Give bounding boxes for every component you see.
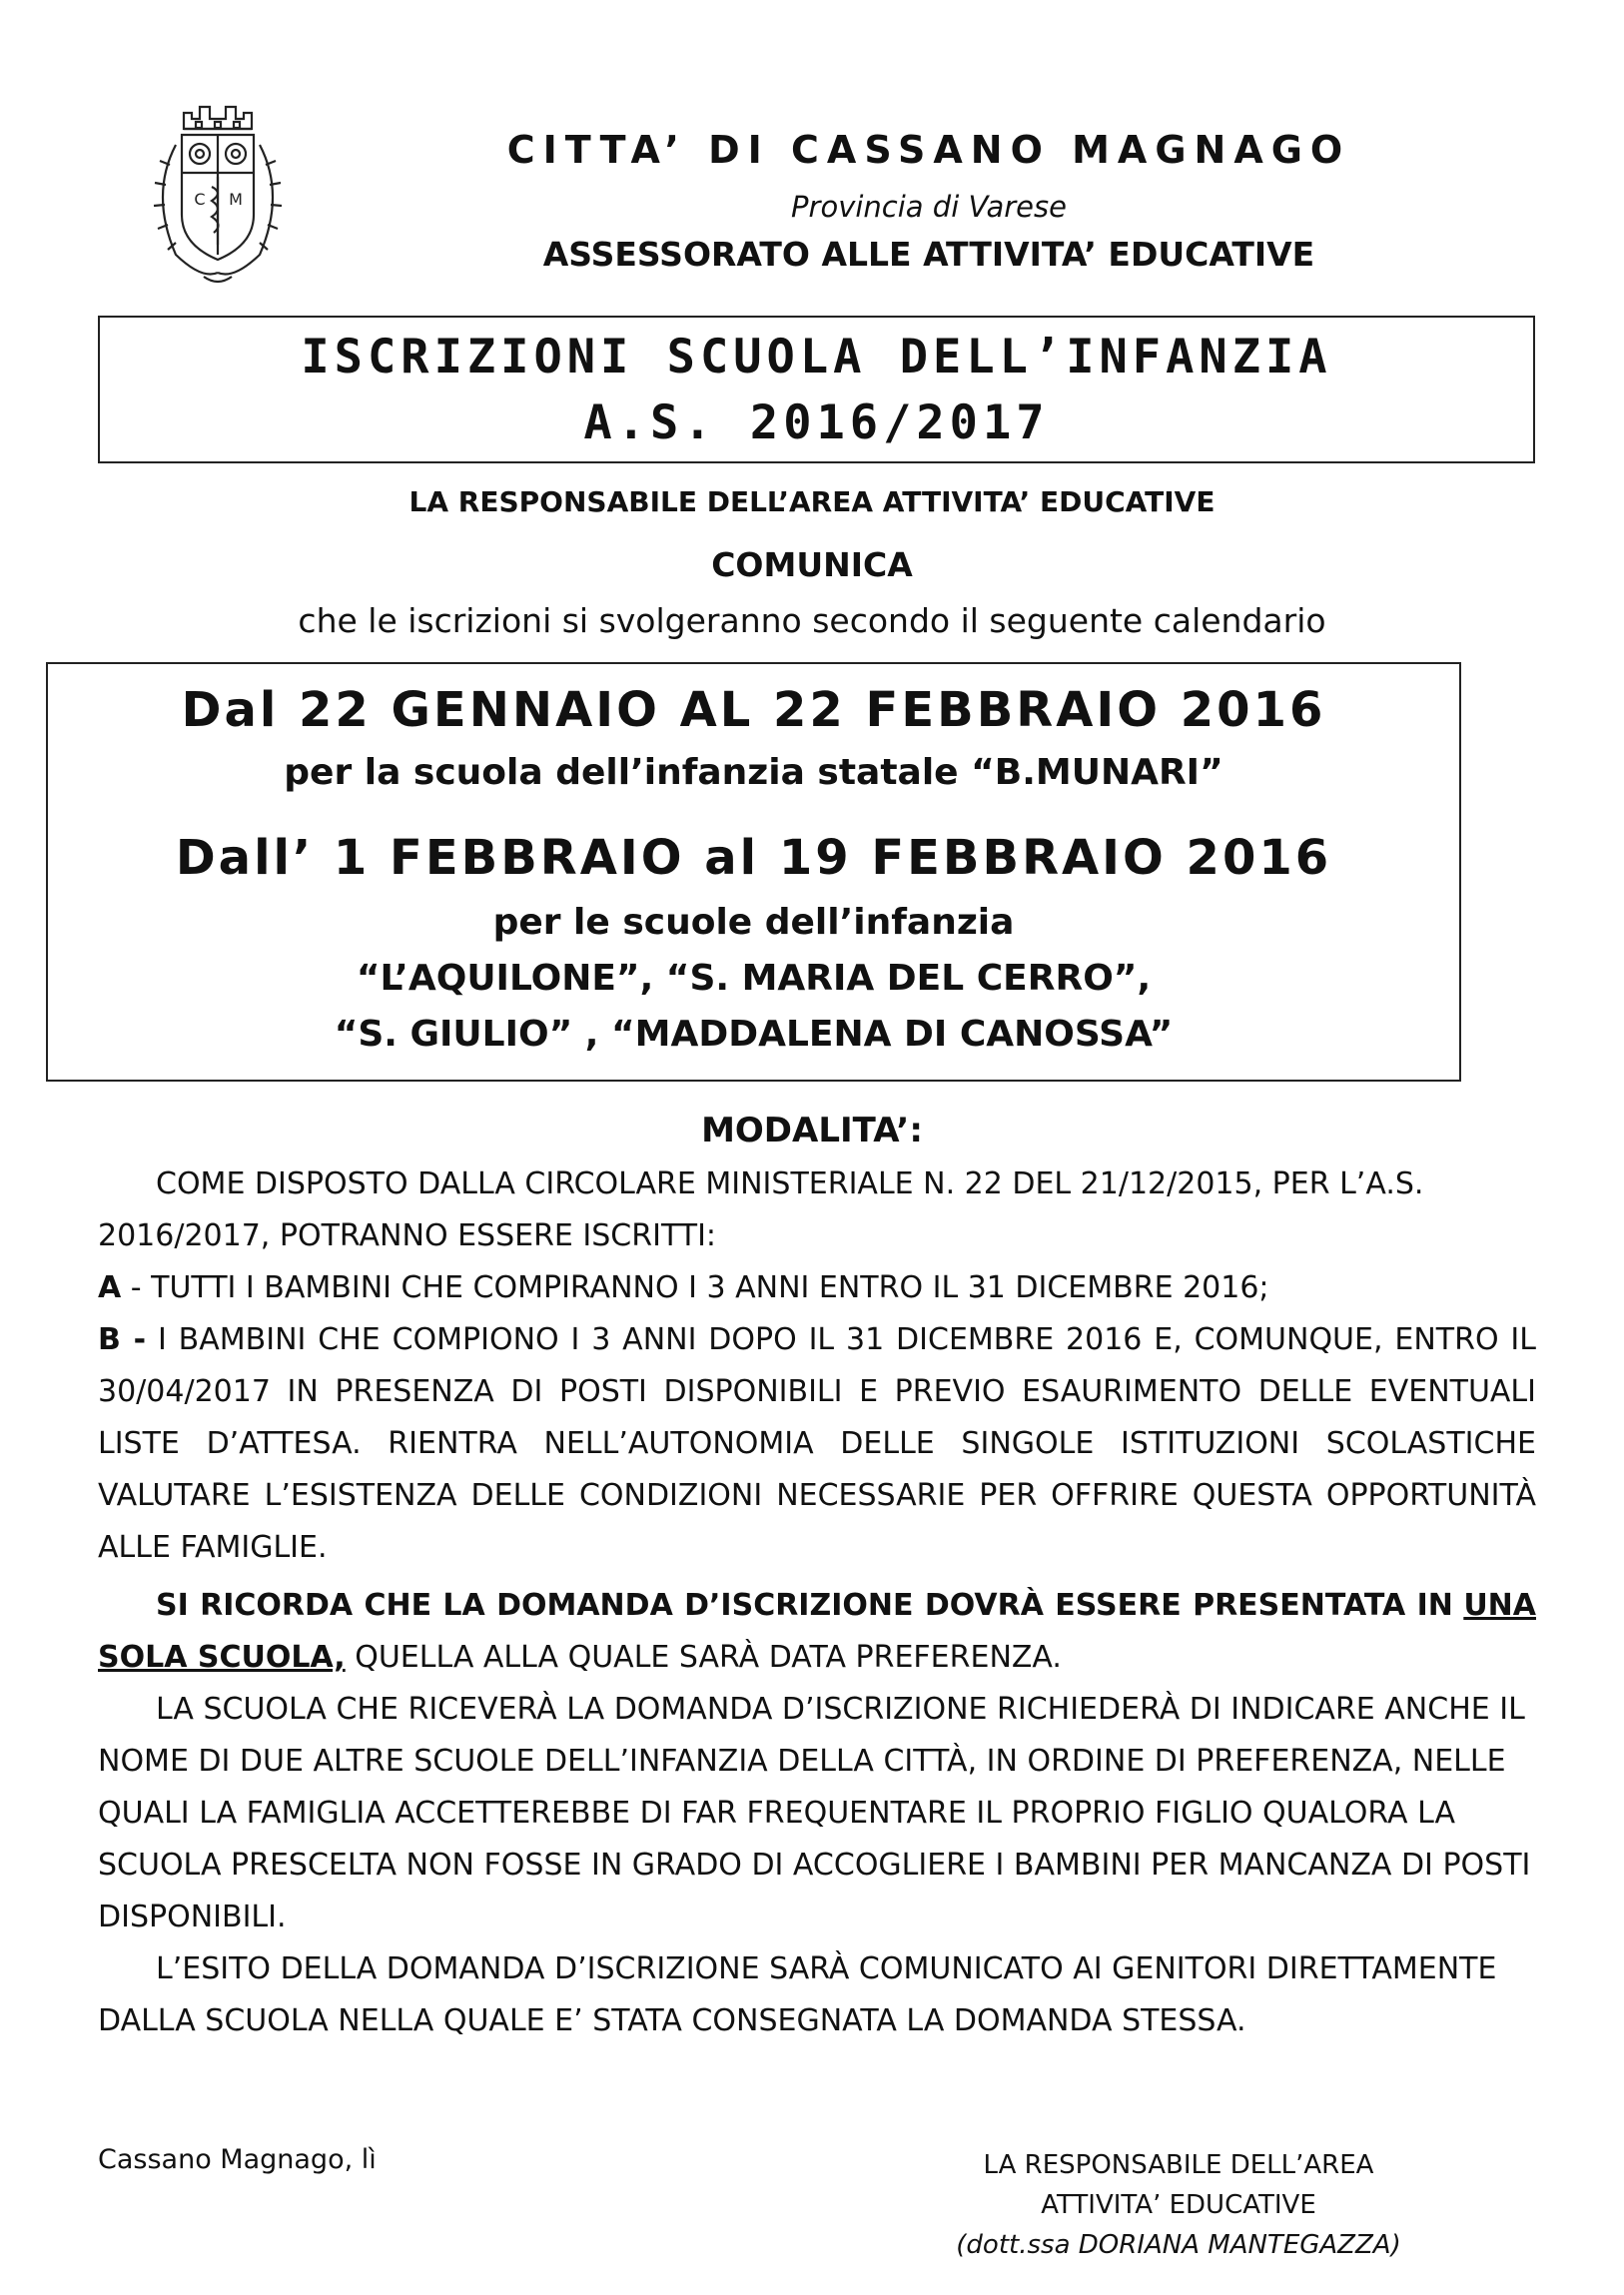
- item-b-text: I BAMBINI CHE COMPIONO I 3 ANNI DOPO IL 31 DICEMBRE 2016 E, COMUNQUE, ENTRO IL 30/04/2017 IN PRESENZA DI POSTI DISPONIBILI E PREVIO ESAURIMENTO DELLE EVENTUALI LISTE D’ATTESA. RIENTRA NELL’AUTONOMIA DELLE SINGOLE ISTITUZIONI SCOLASTICHE VALUTARE L’ESISTENZA DELLE CONDIZIONI NECESSARIE PER OFFRIRE QUESTA OPPORTUNITÀ ALLE FAMIGLIE.: [98, 1322, 1536, 1565]
- reminder-paragraph: [98, 1580, 1536, 1684]
- reminder-rest-text: QUELLA ALLA QUALE SARÀ DATA PREFERENZA.: [345, 1640, 1062, 1675]
- item-b-label: B -: [98, 1322, 147, 1357]
- coat-of-arms-logo: [132, 95, 304, 295]
- responsible-line: LA RESPONSABILE DELL’AREA ATTIVITA’ EDUCATIVE: [408, 485, 1216, 518]
- modalita-paragraph-3: LA SCUOLA CHE RICEVERÀ LA DOMANDA D’ISCRIZIONE RICHIEDERÀ DI INDICARE ANCHE IL NOME DI DUE ALTRE SCUOLE DELL’INFANZIA DELLA CITTÀ, IN ORDINE DI PREFERENZA, NELLE QUALI LA FAMIGLIA ACCETTEREBBE DI FAR FREQUENTARE IL PROPRIO FIGLIO QUALORA LA SCUOLA PRESCELTA NON FOSSE IN GRADO DI ACCOGLIERE I BAMBINI PER MANCANZA DI POSTI DISPONIBILI.: [98, 1692, 1531, 1934]
- calendar-intro: che le iscrizioni si svolgeranno secondo il seguente calendario: [298, 601, 1326, 640]
- crest-letter-c: C: [194, 190, 206, 209]
- item-a-text: - TUTTI I BAMBINI CHE COMPIRANNO I 3 ANNI ENTRO IL 31 DICEMBRE 2016;: [121, 1270, 1269, 1305]
- modalita-paragraph-4: L’ESITO DELLA DOMANDA D’ISCRIZIONE SARÀ COMUNICATO AI GENITORI DIRETTAMENTE DALLA SCUOLA NELLA QUALE E’ STATA CONSEGNATA LA DOMANDA STESSA.: [98, 1951, 1497, 2038]
- signer-role-1: LA RESPONSABILE DELL’AREA: [983, 2150, 1374, 2180]
- modalita-item-b: [98, 1314, 1536, 1574]
- city-title: CITTA’ DI CASSANO MAGNAGO: [506, 128, 1351, 172]
- province-label: Provincia di Varese: [791, 190, 1067, 224]
- item-a-label: A: [98, 1270, 122, 1305]
- period-1-school: per la scuola dell’infanzia statale “B.MUNARI”: [284, 752, 1223, 793]
- comunica-heading: COMUNICA: [711, 545, 913, 584]
- department-label: ASSESSORATO ALLE ATTIVITA’ EDUCATIVE: [542, 235, 1315, 274]
- modalita-paragraph-1: COME DISPOSTO DALLA CIRCOLARE MINISTERIALE N. 22 DEL 21/12/2015, PER L’A.S. 2016/2017, POTRANNO ESSERE ISCRITTI:: [98, 1166, 1424, 1253]
- period-2-intro: per le scuole dell’infanzia: [492, 902, 1015, 943]
- period-2-schools-b: “S. GIULIO” , “MADDALENA DI CANOSSA”: [334, 1014, 1174, 1055]
- period-2-dates: Dall’ 1 FEBBRAIO al 19 FEBBRAIO 2016: [175, 830, 1332, 886]
- reminder-underlined-text: UNA SOLA SCUOLA,: [98, 1588, 1536, 1675]
- place-date-line: Cassano Magnago, lì: [98, 2144, 377, 2175]
- period-1-dates: Dal 22 GENNAIO AL 22 FEBBRAIO 2016: [181, 682, 1326, 738]
- title-box: [98, 316, 1535, 463]
- signer-name: (dott.ssa DORIANA MANTEGAZZA): [956, 2230, 1401, 2260]
- calendar-box: [46, 662, 1461, 1082]
- signature-block: [799, 2145, 1558, 2265]
- reminder-bold-text: SI RICORDA CHE LA DOMANDA D’ISCRIZIONE DOVRÀ ESSERE PRESENTATA IN: [156, 1588, 1453, 1623]
- modalita-heading: MODALITA’:: [701, 1111, 923, 1150]
- modalita-item-a: [98, 1262, 1536, 1314]
- signer-role-2: ATTIVITA’ EDUCATIVE: [1041, 2190, 1316, 2220]
- period-2-schools-a: “L’AQUILONE”, “S. MARIA DEL CERRO”,: [356, 958, 1152, 999]
- title-line-2: A.S. 2016/2017: [583, 395, 1050, 450]
- crest-letter-m: M: [229, 190, 243, 209]
- title-line-1: ISCRIZIONI SCUOLA DELL’INFANZIA: [301, 330, 1332, 384]
